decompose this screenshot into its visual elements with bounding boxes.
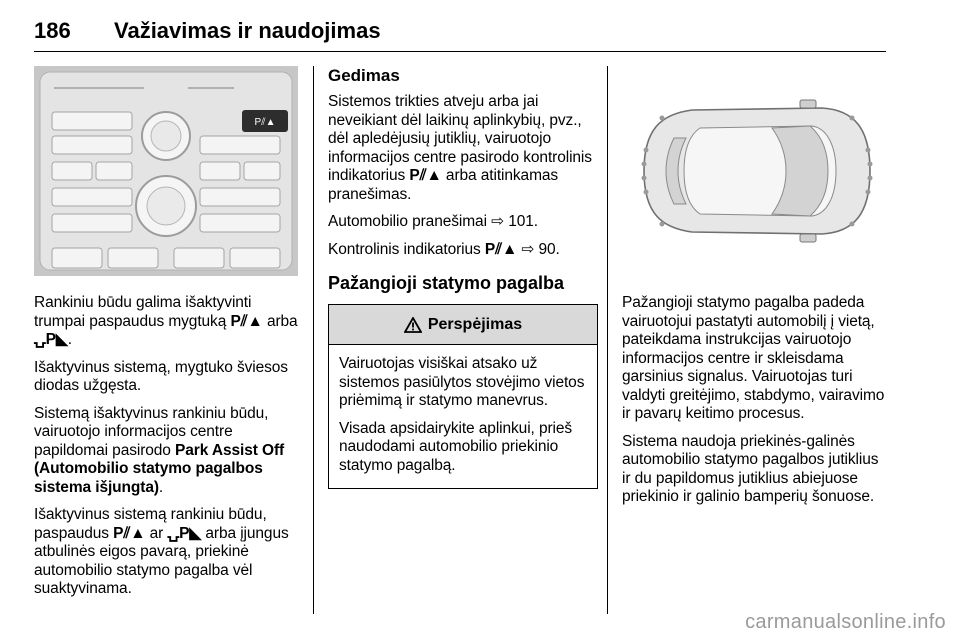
paragraph: Išaktyvinus sistemą rankiniu būdu, paspaudus P⫽▲ ar ⍽P◣ arba įjungus atbulinės eigos pavarą, priekinė automobilio statymo pagalba vėl suaktyvinama.	[34, 506, 289, 597]
column-2	[328, 66, 598, 489]
paragraph: Išaktyvinus sistemą, mygtuko šviesos diodas užgęsta.	[34, 358, 288, 394]
section-heading-pazangioji: Pažangioji statymo pagalba	[328, 273, 565, 293]
paragraph: Sistemos trikties atveju arba jai neveikiant dėl laikinų aplinkybių, pvz., dėl apledėjusių jutiklių, vairuotojo informacijos centre pasirodo kontrolinis indikatorius P⫽▲ arba atitinkamas pranešimas.	[328, 93, 592, 203]
page-header	[34, 10, 886, 52]
park-assist-icon: P⫽▲	[230, 312, 263, 330]
paragraph: Visada apsidairykite aplinkui, prieš naudodami automobilio priekinio statymo pagalbą.	[339, 419, 573, 474]
park-assist-alt-icon: ⍽P◣	[34, 331, 68, 348]
paragraph: Automobilio pranešimai ⇨ 101.	[328, 213, 538, 230]
dashboard-buttons-illustration	[34, 66, 298, 276]
column-divider-2	[607, 66, 608, 614]
paragraph: Vairuotojas visiškai atsako už sistemos pasiūlytos stovėjimo vietos priėmimą ir statymo manevrus.	[339, 355, 585, 409]
paragraph: Kontrolinis indikatorius P⫽▲ ⇨ 90.	[328, 240, 560, 258]
paragraph: Sistemą išaktyvinus rankiniu būdu, vairuotojo informacijos centre papildomai pasirodo Park Assist Off (Automobilio statymo pagalbos sistema išjungta).	[34, 404, 285, 496]
column-divider-1	[313, 66, 314, 614]
park-assist-icon: P⫽▲	[113, 524, 146, 542]
page-number: 186	[34, 18, 71, 43]
ref-arrow-icon: ⇨	[491, 213, 505, 230]
watermark: carmanualsonline.info	[745, 611, 946, 633]
car-top-view-sensors-illustration	[622, 66, 888, 276]
paragraph: Sistema naudoja priekinės-galinės automobilio statymo pagalbos jutiklius ir du papildomus jutiklius abiejuose priekinio ir galinio bamperių šonuose.	[622, 432, 879, 505]
warning-title: Perspėjimas	[427, 315, 523, 333]
park-assist-alt-icon: ⍽P◣	[167, 524, 202, 542]
park-assist-button-label: P⫽▲	[254, 117, 276, 128]
column-1	[34, 66, 298, 608]
section-heading-gedimas: Gedimas	[328, 66, 400, 85]
paragraph: Rankiniu būdu galima išaktyvinti trumpai paspaudus mygtuką P⫽▲ arba ⍽P◣.	[34, 294, 298, 348]
page-title: Važiavimas ir naudojimas	[114, 18, 381, 43]
warning-box	[328, 304, 598, 489]
warning-triangle-icon	[404, 317, 422, 333]
warning-header	[329, 305, 597, 345]
paragraph: Pažangioji statymo pagalba padeda vairuotojui pastatyti automobilį į vietą, pateikdama instrukcijas vairuotojo informacijos centre ir skleisdama garsinius signalus. Vairuotojas turi valdyti greitėjimo, stabdymo, vairavimo ir pavarų keitimo procesus.	[622, 294, 885, 422]
park-assist-icon: P⫽▲	[409, 167, 442, 184]
warning-body	[329, 345, 597, 488]
park-assist-icon: P⫽▲	[484, 240, 518, 258]
column-3	[622, 66, 888, 516]
ref-arrow-icon: ⇨	[521, 240, 535, 258]
